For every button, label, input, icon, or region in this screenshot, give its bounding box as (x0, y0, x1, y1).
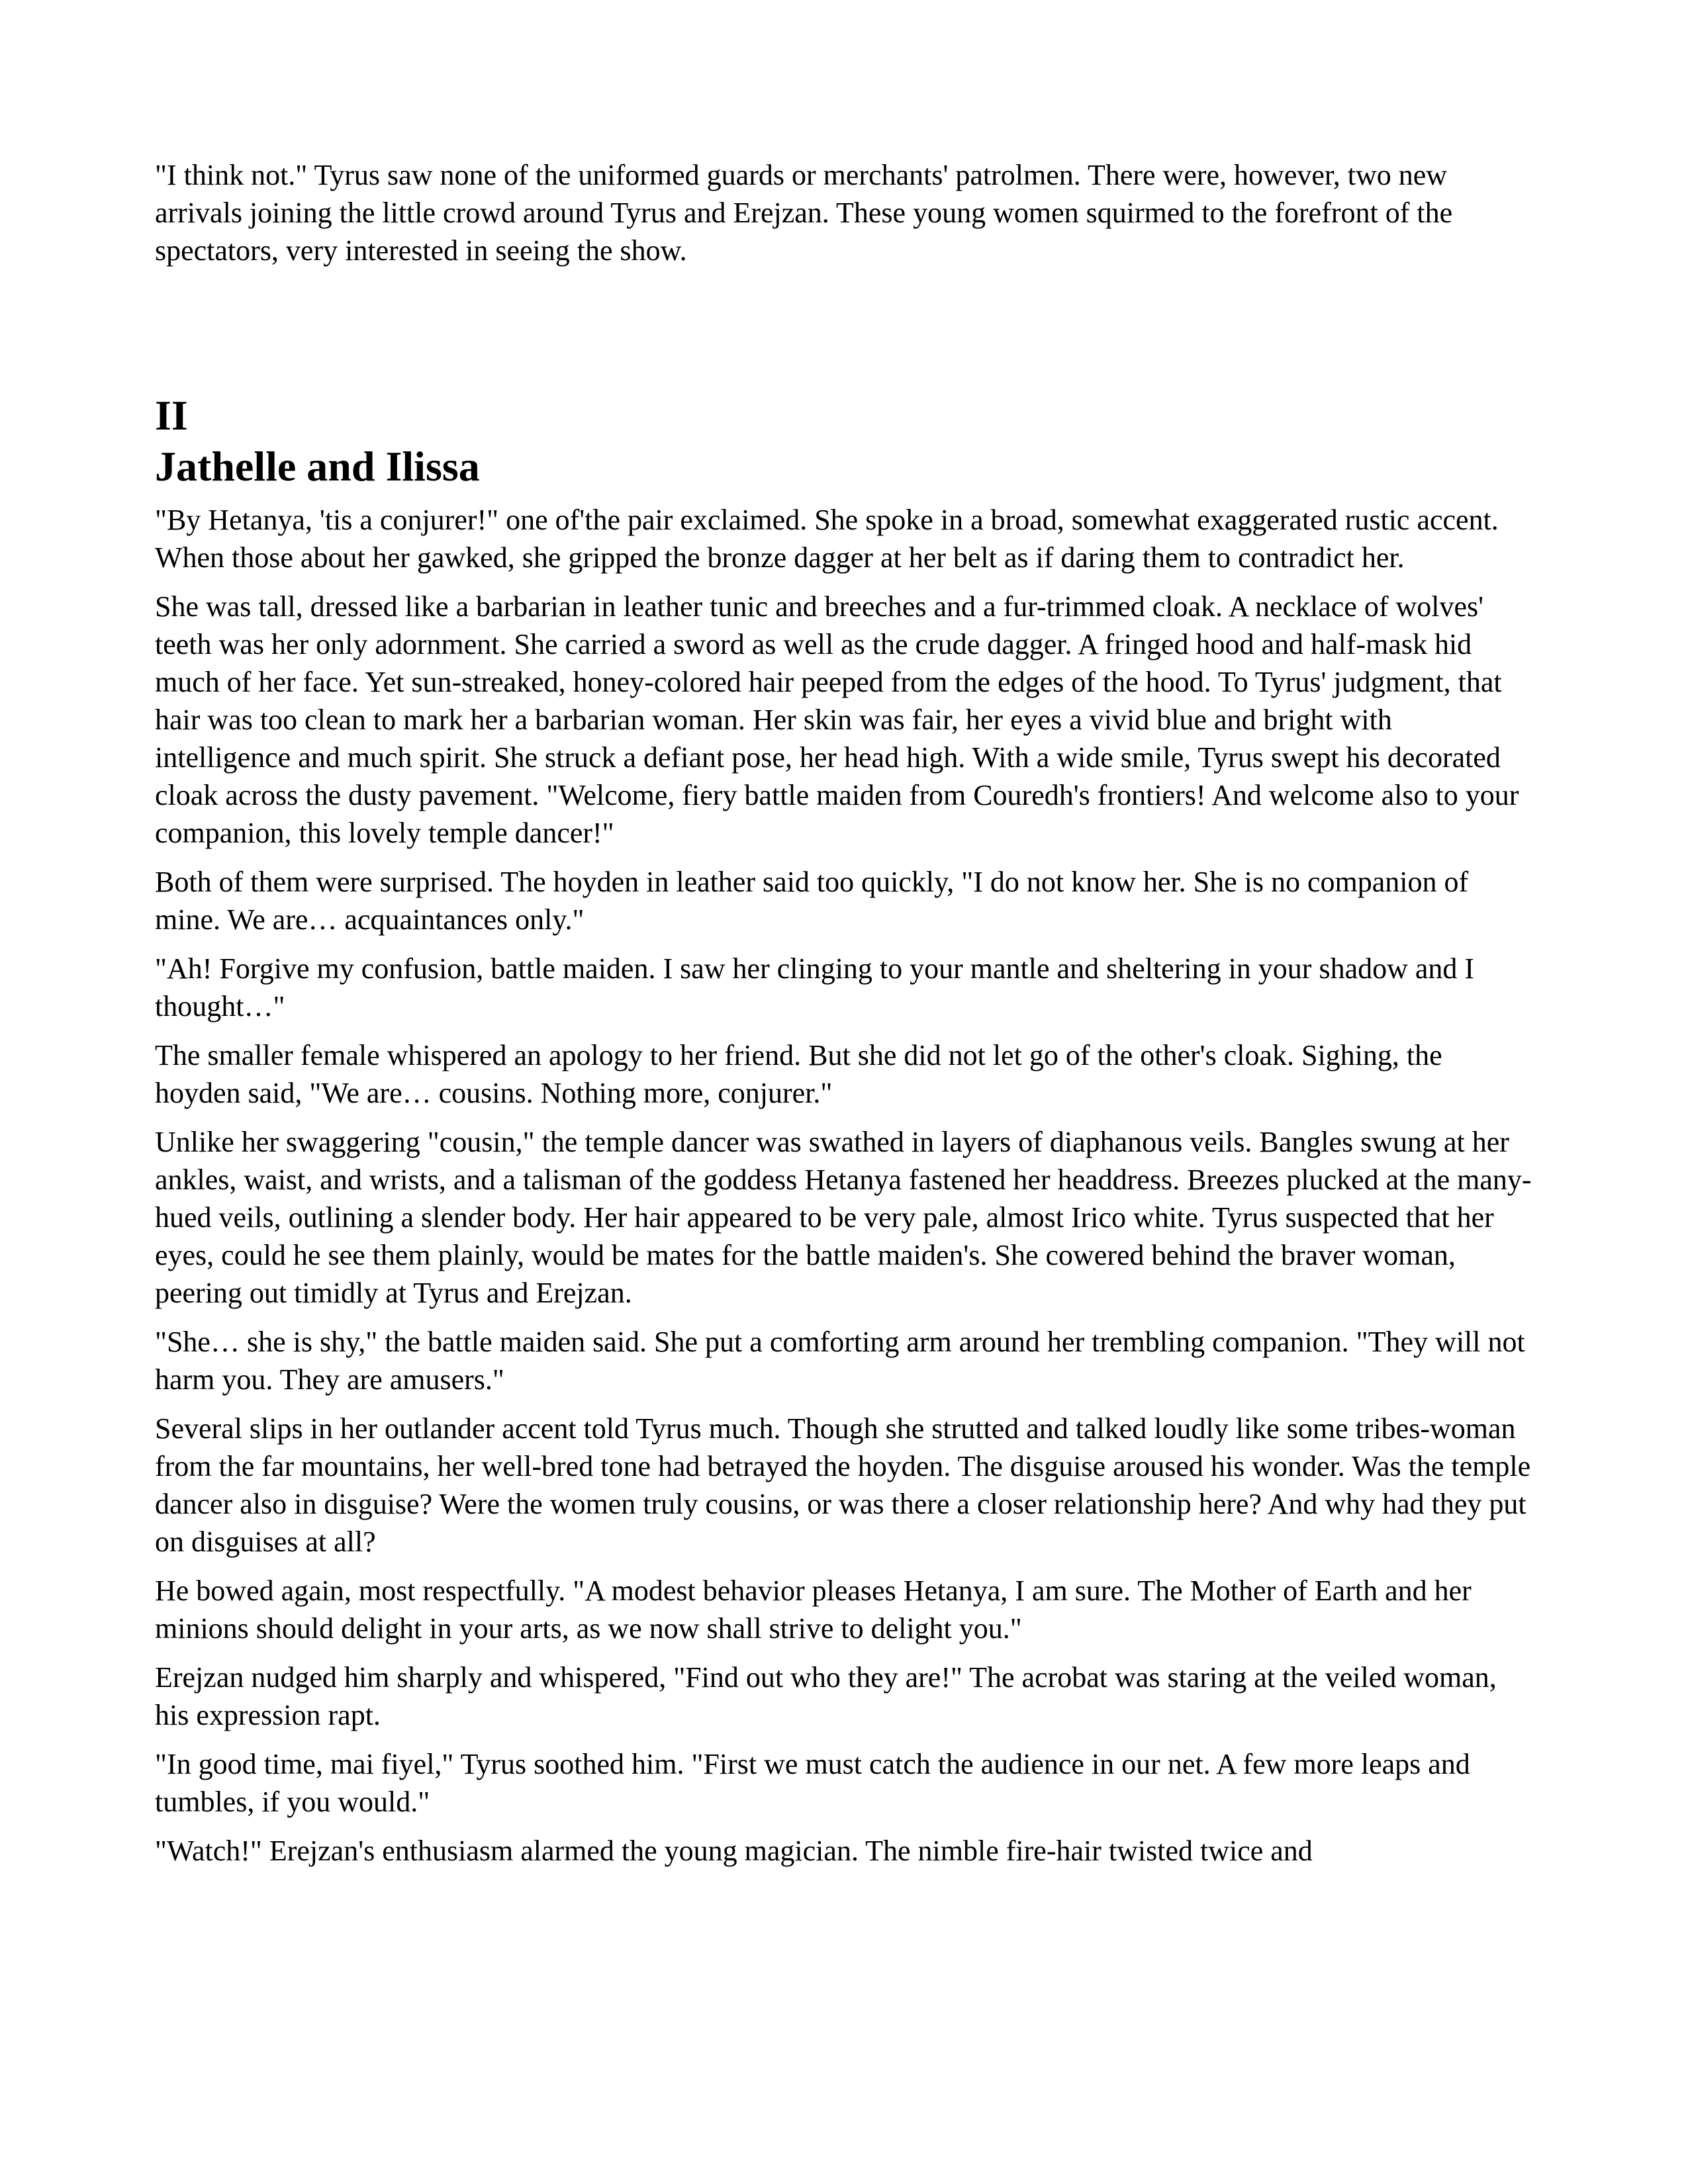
document-page (155, 156, 1532, 1881)
chapter-title: Jathelle and Ilissa (155, 443, 480, 490)
paragraph: The smaller female whispered an apology to her friend. But she did not let go of the other's cloak. Sighing, the hoyden said, "We are… cousins. Nothing more, conjurer." (155, 1039, 1442, 1109)
paragraph: "In good time, mai fiyel," Tyrus soothed him. "First we must catch the audience in our net. A few more leaps and tumbles, if you would." (155, 1748, 1470, 1818)
paragraph: Both of them were surprised. The hoyden in leather said too quickly, "I do not know her. She is no companion of mine. We are… acquaintances only." (155, 866, 1469, 936)
paragraph: Several slips in her outlander accent told Tyrus much. Though she strutted and talked loudly like some tribes-woman from the far mountains, her well-bred tone had betrayed the hoyden. The disguise aroused his wonder. Was the temple dancer also in disguise? Were the women truly cousins, or was there a closer relationship here? And why had they put on disguises at all? (155, 1412, 1531, 1558)
opening-paragraph: "I think not." Tyrus saw none of the uniformed guards or merchants' patrolmen. There were, however, two new arrivals joining the little crowd around Tyrus and Erejzan. These young women squirmed to the forefront of the spectators, very interested in seeing the show. (155, 159, 1453, 267)
paragraph: She was tall, dressed like a barbarian in leather tunic and breeches and a fur-trimmed cloak. A necklace of wolves' teeth was her only adornment. She carried a sword as well as the crude dagger. A fringed hood and half-mask hid much of her face. Yet sun-streaked, honey-colored hair peeped from the edges of the hood. To Tyrus' judgment, that hair was too clean to mark her a barbarian woman. Her skin was fair, her eyes a vivid blue and bright with intelligence and much spirit. She struck a defiant pose, her head high. With a wide smile, Tyrus swept his decorated cloak across the dusty pavement. "Welcome, fiery battle maiden from Couredh's frontiers! And welcome also to your companion, this lovely temple dancer!" (155, 590, 1519, 849)
paragraph: Erejzan nudged him sharply and whispered, "Find out who they are!" The acrobat was staring at the veiled woman, his expression rapt. (155, 1661, 1497, 1731)
paragraph: "Ah! Forgive my confusion, battle maiden. I saw her clinging to your mantle and sheltering in your shadow and I thought…" (155, 952, 1475, 1023)
paragraph: "Watch!" Erejzan's enthusiasm alarmed the young magician. The nimble fire-hair twisted twice and (155, 1835, 1313, 1867)
paragraph: "By Hetanya, 'tis a conjurer!" one of'the pair exclaimed. She spoke in a broad, somewhat exaggerated rustic accent. When those about her gawked, she gripped the bronze dagger at her belt as if daring them to contradict her. (155, 504, 1499, 574)
paragraph: Unlike her swaggering "cousin," the temple dancer was swathed in layers of diaphanous veils. Bangles swung at her ankles, waist, and wrists, and a talisman of the goddess Hetanya fastened her headdress. Breezes plucked at the many-hued veils, outlining a slender body. Her hair appeared to be very pale, almost Irico white. Tyrus suspected that her eyes, could he see them plainly, would be mates for the battle maiden's. She cowered behind the braver woman, peering out timidly at Tyrus and Erejzan. (155, 1126, 1532, 1309)
chapter-heading (155, 390, 1532, 492)
paragraph: "She… she is shy," the battle maiden said. She put a comforting arm around her trembling companion. "They will not harm you. They are amusers." (155, 1326, 1525, 1396)
chapter-number: II (155, 392, 188, 439)
paragraph: He bowed again, most respectfully. "A modest behavior pleases Hetanya, I am sure. The Mother of Earth and her minions should delight in your arts, as we now shall strive to delight you." (155, 1574, 1472, 1645)
